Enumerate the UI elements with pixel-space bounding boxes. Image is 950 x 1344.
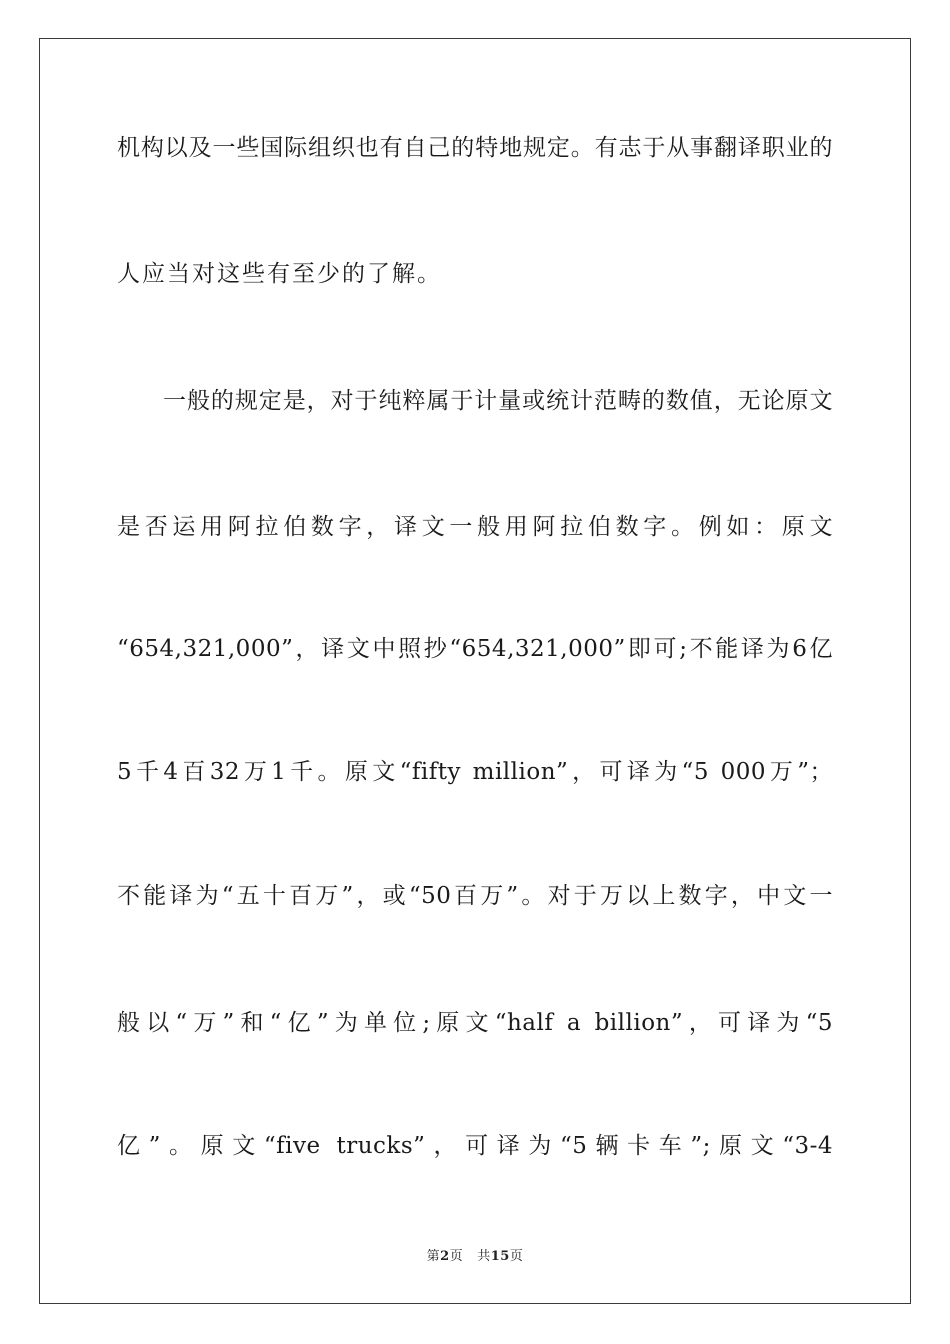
page-border (39, 38, 911, 1304)
page-suffix: 页 (449, 1249, 464, 1264)
text-line: 不能译为“五十百万”，或“50百万”。对于万以上数字，中文一 (117, 883, 833, 909)
text-line-paragraph-start: 一般的规定是，对于纯粹属于计量或统计范畴的数值，无论原文 (163, 388, 833, 414)
total-page-number: 15 (490, 1249, 510, 1264)
current-page-number: 2 (440, 1249, 450, 1264)
text-line: 5千4百32万1千。原文“fifty million”，可译为“5 000万”； (117, 759, 833, 785)
text-line: 般以“万”和“亿”为单位;原文“half a billion”，可译为“5 (117, 1010, 833, 1036)
text-line: 是否运用阿拉伯数字，译文一般用阿拉伯数字。例如：原文 (117, 514, 833, 540)
total-suffix: 页 (509, 1249, 524, 1264)
total-prefix: 共 (477, 1249, 491, 1264)
text-line: “654,321,000”，译文中照抄“654,321,000”即可;不能译为6亿 (117, 636, 833, 662)
page-prefix: 第 (426, 1249, 441, 1264)
text-line: 人应当对这些有至少的了解。 (117, 261, 442, 287)
page-footer (0, 1245, 950, 1264)
text-line: 亿”。原文“five trucks”，可译为“5辆卡车”;原文“3-4 (117, 1133, 833, 1159)
text-line: 机构以及一些国际组织也有自己的特地规定。有志于从事翻译职业的 (117, 135, 833, 161)
